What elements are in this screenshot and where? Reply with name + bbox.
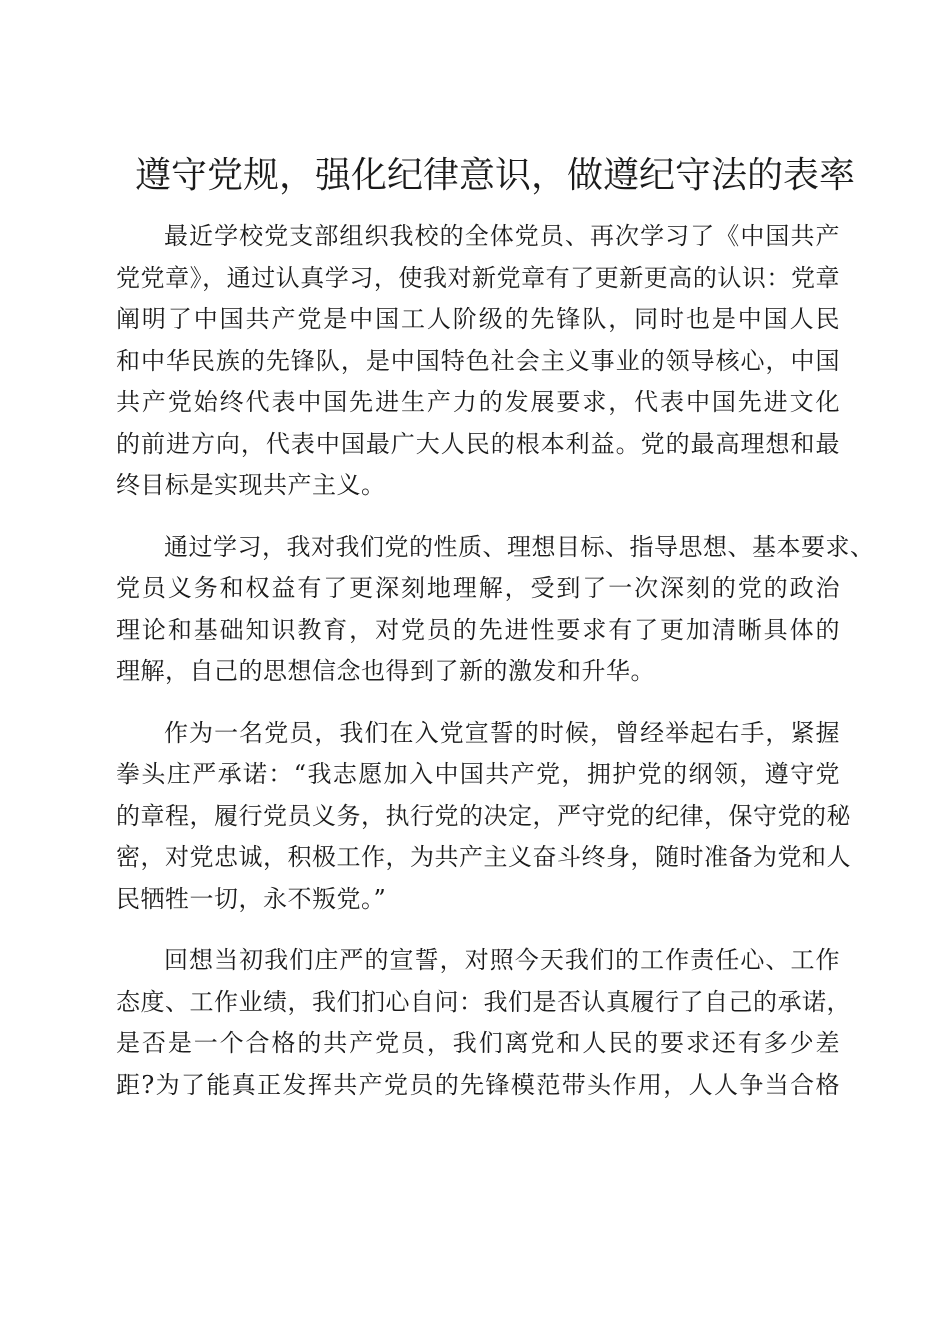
document-title: 遵守党规，强化纪律意识，做遵纪守法的表率	[134, 155, 855, 196]
paragraph-line: 共产党始终代表中国先进生产力的发展要求，代表中国先进文化	[116, 388, 840, 416]
paragraph-line: 回想当初我们庄严的宣誓，对照今天我们的工作责任心、工作	[164, 946, 840, 974]
paragraph-line: 拳头庄严承诺：“我志愿加入中国共产党，拥护党的纲领，遵守党	[116, 760, 840, 788]
paragraph-line: 通过学习，我对我们党的性质、理想目标、指导思想、基本要求、	[164, 532, 875, 561]
paragraph-line: 党党章》，通过认真学习，使我对新党章有了更新更高的认识：党章	[116, 263, 840, 292]
paragraph-line: 阐明了中国共产党是中国工人阶级的先锋队，同时也是中国人民	[116, 305, 840, 333]
paragraph	[116, 713, 851, 921]
paragraph-line: 距?为了能真正发挥共产党员的先锋模范带头作用，人人争当合格	[116, 1070, 840, 1099]
paragraph-line: 党员义务和权益有了更深刻地理解，受到了一次深刻的党的政治	[116, 574, 840, 602]
paragraph-line: 理论和基础知识教育，对党员的先进性要求有了更加清晰具体的	[116, 615, 840, 644]
paragraph-line: 理解，自己的思想信念也得到了新的激发和升华。	[116, 657, 655, 685]
paragraph-line: 和中华民族的先锋队，是中国特色社会主义事业的领导核心，中国	[116, 346, 840, 375]
paragraph-line: 是否是一个合格的共产党员，我们离党和人民的要求还有多少差	[116, 1029, 840, 1057]
paragraph-line: 态度、工作业绩，我们扪心自问：我们是否认真履行了自己的承诺，	[116, 987, 851, 1016]
paragraph-line: 最近学校党支部组织我校的全体党员、再次学习了《中国共产	[164, 222, 840, 250]
paragraph-line: 终目标是实现共产主义。	[116, 471, 386, 499]
document-body	[116, 216, 875, 1126]
paragraph-line: 的前进方向，代表中国最广大人民的根本利益。党的最高理想和最	[116, 429, 840, 458]
paragraph-line: 民牺牲一切，永不叛党。”	[116, 884, 387, 913]
paragraph	[116, 527, 875, 693]
paragraph	[116, 940, 851, 1106]
paragraph-line: 的章程，履行党员义务，执行党的决定，严守党的纪律，保守党的秘	[116, 801, 851, 830]
paragraph	[116, 216, 840, 507]
paragraph-line: 密，对党忠诚，积极工作，为共产主义奋斗终身，随时准备为党和人	[116, 843, 851, 871]
paragraph-line: 作为一名党员，我们在入党宣誓的时候，曾经举起右手，紧握	[164, 718, 840, 747]
